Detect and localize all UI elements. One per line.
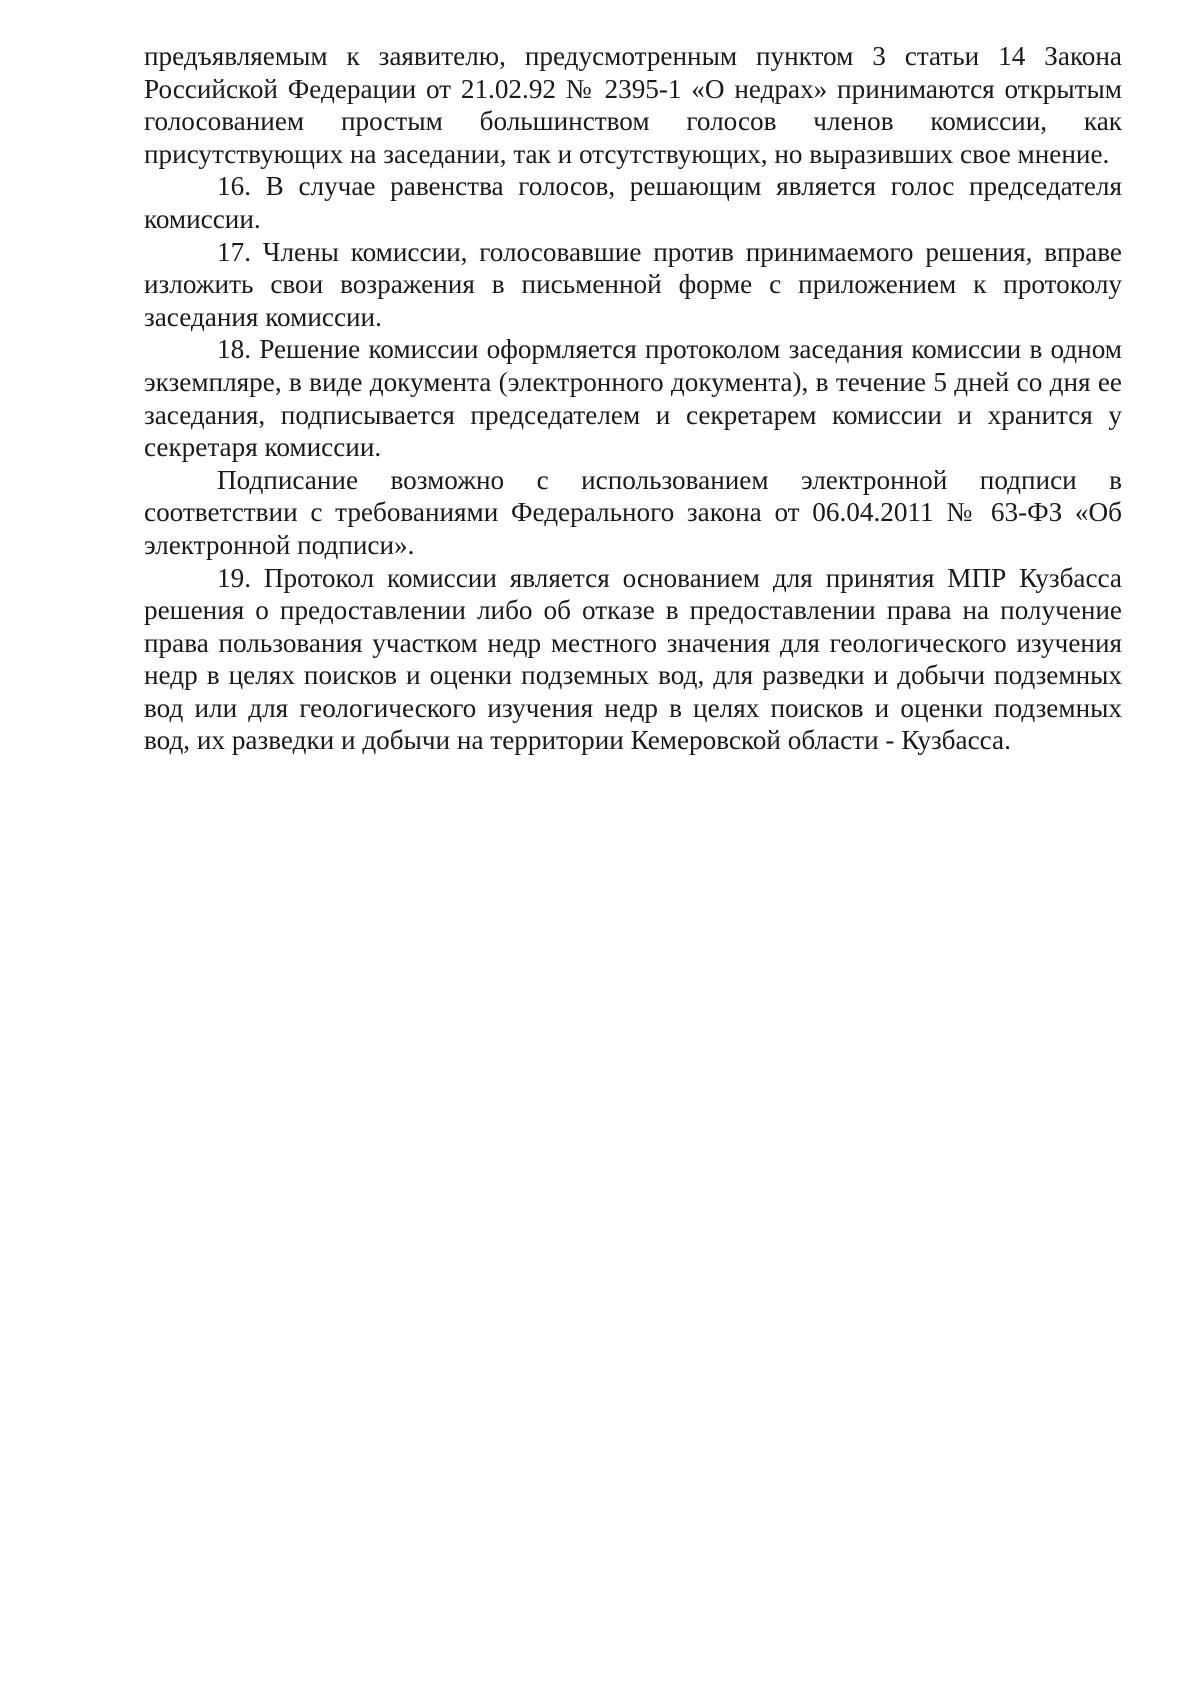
- document-body: [144, 40, 1122, 757]
- paragraph-item-17: 17. Члены комиссии, голосовавшие против принимаемого решения, вправе изложить свои возражения в письменной форме с приложением к протоколу заседания комиссии.: [144, 236, 1122, 332]
- paragraph-signing: Подписание возможно с использованием электронной подписи в соответствии с требованиями Федерального закона от 06.04.2011 № 63-ФЗ «Об электронной подписи».: [144, 464, 1122, 560]
- paragraph-continuation: предъявляемым к заявителю, предусмотренным пунктом 3 статьи 14 Закона Российской Федерации от 21.02.92 № 2395-1 «О недрах» принимаются открытым голосованием простым большинством голосов членов комиссии, как присутствующих на заседании, так и отсутствующих, но выразивших свое мнение.: [144, 41, 1122, 169]
- paragraph-item-16: 16. В случае равенства голосов, решающим является голос председателя комиссии.: [144, 171, 1122, 234]
- paragraph-item-19: 19. Протокол комиссии является основанием для принятия МПР Кузбасса решения о предоставлении либо об отказе в предоставлении права на получение права пользования участком недр местного значения для геологического изучения недр в целях поисков и оценки подземных вод, для разведки и добычи подземных вод или для геологического изучения недр в целях поисков и оценки подземных вод, их разведки и добычи на территории Кемеровской области - Кузбасса.: [144, 562, 1122, 756]
- paragraph-item-18: 18. Решение комиссии оформляется протоколом заседания комиссии в одном экземпляре, в виде документа (электронного документа), в течение 5 дней со дня ее заседания, подписывается председателем и секретарем комиссии и хранится у секретаря комиссии.: [144, 334, 1122, 463]
